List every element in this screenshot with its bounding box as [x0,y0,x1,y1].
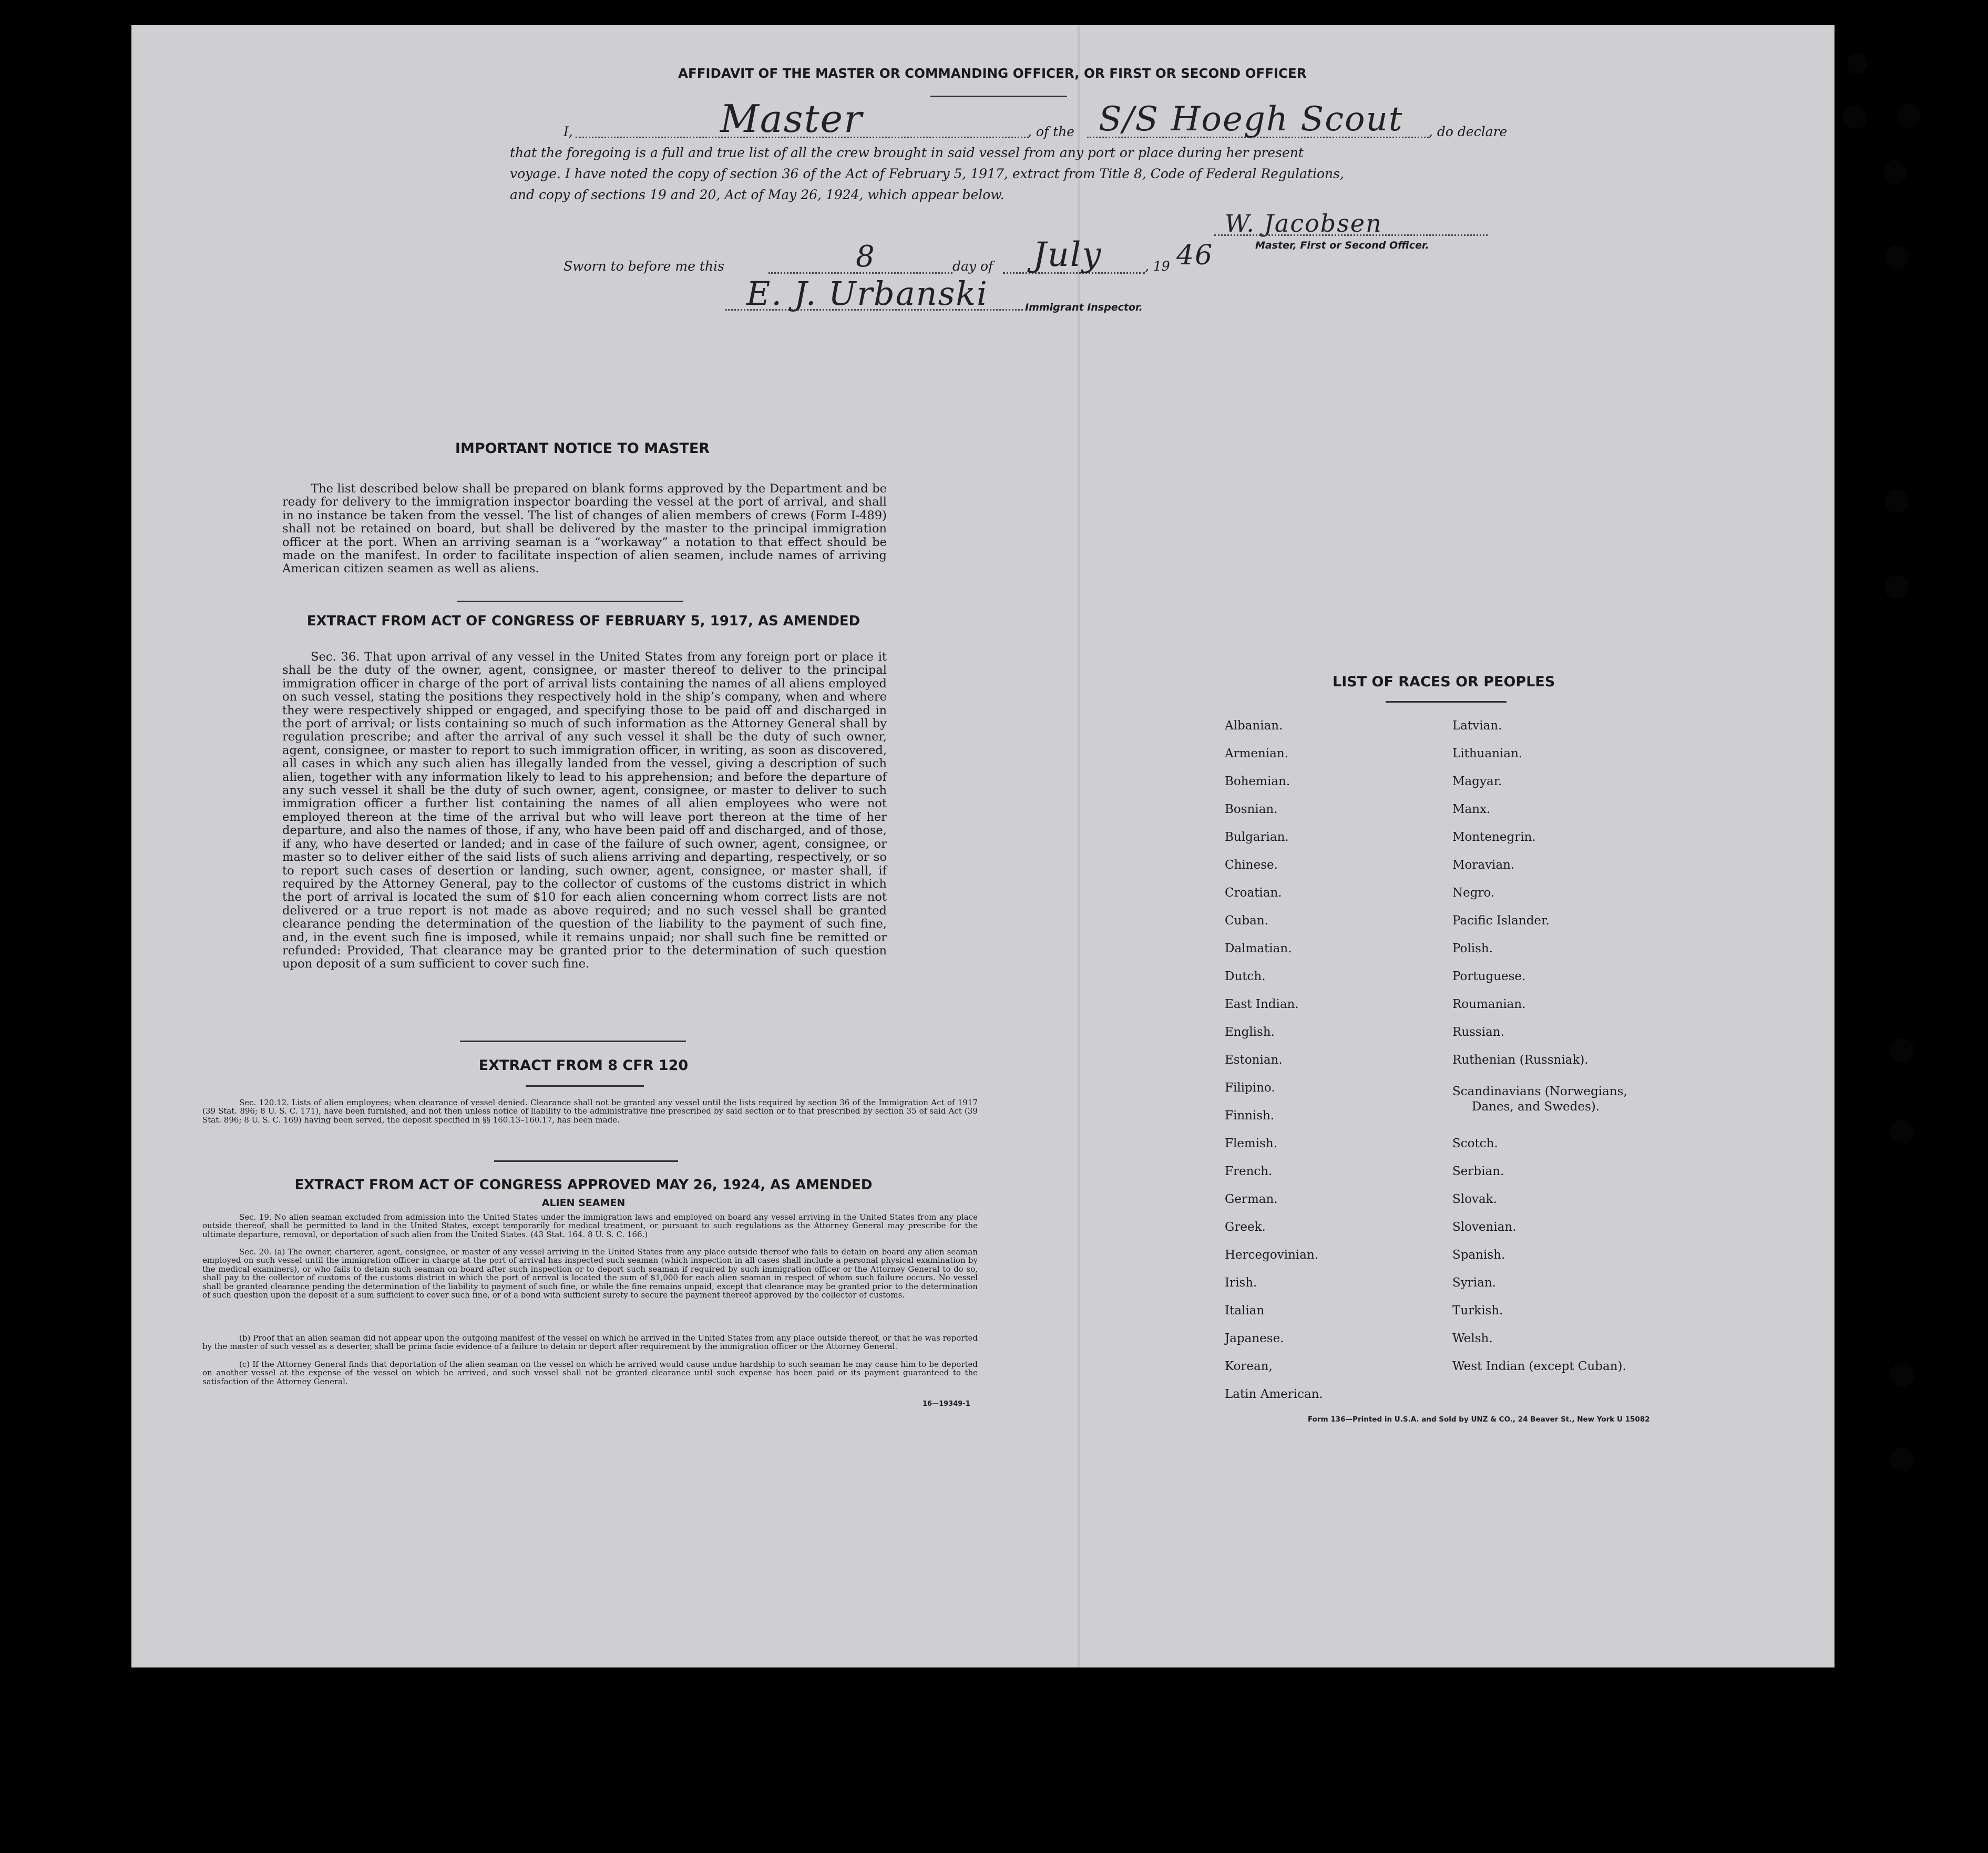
binder-hole [1883,160,1908,184]
race-item: Italian [1225,1304,1265,1317]
notice-title: IMPORTANT NOTICE TO MASTER [455,440,710,457]
race-item: Cuban. [1225,914,1268,928]
race-item: Slovenian. [1452,1220,1516,1234]
of-the-label: , of the [1028,124,1075,139]
binder-hole [1884,489,1909,513]
race-item: Finnish. [1225,1109,1275,1123]
race-item: German. [1225,1192,1278,1206]
race-item: Polish. [1452,942,1493,955]
printer-footer: Form 136—Printed in U.S.A. and Sold by UNZ & CO., 24 Beaver St., New York U 15082 [1308,1415,1650,1424]
binder-hole [1847,53,1868,74]
divider [930,96,1067,97]
binder-hole [1884,245,1909,270]
race-item: Manx. [1452,802,1491,816]
race-item: Irish. [1225,1276,1257,1290]
affidavit-line2: that the foregoing is a full and true list of all the crew brought in said vessel from any port or place during her present [510,145,1304,160]
race-item: Ruthenian (Russniak). [1452,1053,1589,1067]
race-item: Scotch. [1452,1137,1498,1150]
race-item: Bosnian. [1225,802,1278,816]
race-item: Serbian. [1452,1165,1504,1178]
race-item: Bulgarian. [1225,830,1289,844]
race-item: Danes, and Swedes). [1472,1100,1600,1114]
divider [457,601,683,602]
race-item: Dutch. [1225,970,1266,983]
sworn-label: Sworn to before me this [563,259,724,274]
binder-hole [1890,1119,1914,1144]
divider [1386,701,1507,703]
race-item: West Indian (except Cuban). [1452,1360,1626,1373]
divider [494,1160,678,1162]
master-caption: Master, First or Second Officer. [1255,240,1429,251]
race-item: Spanish. [1452,1248,1505,1262]
handwritten-year: 46 [1176,240,1214,271]
race-item: Russian. [1452,1025,1504,1039]
inspector-line [725,309,1023,311]
race-item: Welsh. [1452,1332,1493,1345]
form-code: 16—19349-1 [923,1400,970,1408]
master-signature: W. Jacobsen [1225,209,1382,238]
race-item: Latvian. [1452,719,1502,733]
binder-hole [1890,1038,1914,1063]
inspector-signature: E. J. Urbanski [746,274,988,313]
affidavit-i-label: I, [563,124,573,139]
race-item: Magyar. [1452,775,1502,788]
race-item: Montenegrin. [1452,830,1536,844]
affidavit-line4: and copy of sections 19 and 20, Act of May 26, 1924, which appear below. [510,187,1005,202]
sec20b-text: (b) Proof that an alien seaman did not appear upon the outgoing manifest of the vessel on which he arrived in the United States from any place outside thereof, or that he was reported by the master of such vessel as a deserter, shall be prima facie evidence of a failure to detain or deport after requirement by the immigration officer or the Attorney General. [202,1333,978,1352]
race-item: Albanian. [1225,719,1283,733]
race-item: Filipino. [1225,1081,1275,1095]
sec20a-text: Sec. 20. (a) The owner, charterer, agent, consignee, or master of any vessel arriving in the United States from any place outside thereof who fails to detain on board any alien seaman employed on such vessel until the immigration officer in charge at the port of arrival has inspected such seaman (which inspection in all cases shall include a personal physical examination by the medical examiners), or who fails to detain such seaman on board after such inspection or to deport such seaman if required by such immigration officer or the Attorney General to do so, shall pay to the collector of customs of the customs district in which the port of arrival is located the sum of $1,000 for each alien seaman in respect of whom such failure occurs. No vessel shall be granted clearance pending the determination of the liability to payment of such fine, or while the fine remains unpaid, except that clearance may be granted prior to the determination of such question upon the deposit of a sum sufficient to cover such fine, or of a bond with sufficient surety to secure the payment thereof approved by the collector of customs. [202,1247,978,1300]
race-item: Armenian. [1225,747,1289,760]
race-item: Estonian. [1225,1053,1283,1067]
race-item: French. [1225,1165,1273,1178]
affidavit-line3: voyage. I have noted the copy of section 36 of the Act of February 5, 1917, extract from Title 8, Code of Federal Regulations, [510,166,1344,181]
year-label: , 19 [1145,259,1170,274]
binder-hole [1890,1363,1914,1387]
handwritten-day: 8 [856,240,876,274]
race-item: Croatian. [1225,886,1282,900]
notice-text: The list described below shall be prepared on blank forms approved by the Department and be ready for delivery to the immigration inspector boarding the vessel at the port of arrival, and shall in no instance be taken from the vessel. The list of changes of alien members of crews (Form I-489) shall not be retained on board, but shall be delivered by the master to the principal immigration officer at the port. When an arriving seaman is a “workaway” a notation to that effect should be made on the manifest. In order to facilitate inspection of alien seamen, include names of arriving American citizen seamen as well as aliens. [282,482,887,576]
race-item: Korean, [1225,1360,1273,1373]
declare-label: , do declare [1429,124,1508,139]
race-item: Portuguese. [1452,970,1526,983]
cfr-text: Sec. 120.12. Lists of alien employees; when clearance of vessel denied. Clearance shall not be granted any vessel until the lists required by section 36 of the Immigration Act of 1917 (39 Stat. 896; 8 U. S. C. 171), have been furnished, and not then unless notice of liability to the administrative fine prescribed by said section or to that prescribed by section 35 of said Act (39 Stat. 896; 8 U. S. C. 169) having been served, the deposit specified in §§ 160.13–160.17, has been made. [202,1098,978,1125]
handwritten-vessel: S/S Hoegh Scout [1099,100,1403,139]
race-item: Syrian. [1452,1276,1496,1290]
inspector-caption: Immigrant Inspector. [1025,302,1143,313]
divider [526,1085,644,1087]
affidavit-title: AFFIDAVIT OF THE MASTER OR COMMANDING OFFICER, OR FIRST OR SECOND OFFICER [678,66,1307,81]
binder-hole [1843,105,1867,129]
binder-hole [1890,1447,1914,1471]
race-item: Latin American. [1225,1387,1323,1401]
race-item: Japanese. [1225,1332,1284,1345]
extract-1924-title: EXTRACT FROM ACT OF CONGRESS APPROVED MAY 26, 1924, AS AMENDED [294,1177,873,1193]
sec20c-text: (c) If the Attorney General finds that deportation of the alien seaman on the vessel on which he arrived would cause undue hardship to such seaman he may cause him to be deported on another vessel at the expense of the vessel on which he arrived, and such vessel shall not be granted clearance until such expense has been paid or its payment guaranteed to the satisfaction of the Attorney General. [202,1360,978,1386]
race-item: Greek. [1225,1220,1266,1234]
races-title: LIST OF RACES OR PEOPLES [1333,674,1555,690]
signature-line [1214,234,1488,236]
race-item: Slovak. [1452,1192,1497,1206]
extract-1917-title: EXTRACT FROM ACT OF CONGRESS OF FEBRUARY 5, 1917, AS AMENDED [306,613,860,629]
race-item: Hercegovinian. [1225,1248,1319,1262]
extract-1917-text: Sec. 36. That upon arrival of any vessel in the United States from any foreign port or place it shall be the duty of the owner, agent, consignee, or master thereof to deliver to the principal immigration officer in charge of the port of arrival lists containing the names of all aliens employed on such vessel, stating the positions they respectively hold in the ship’s company, when and where they were respectively shipped or engaged, and specifying those to be paid off and discharged in the port of arrival; or lists containing so much of such information as the Attorney General shall by regulation prescribe; and after the arrival of any such vessel it shall be the duty of such owner, agent, consignee, or master to report to such immigration officer, in writing, as soon as discovered, all cases in which any such alien has illegally landed from the vessel, giving a description of such alien, together with any information likely to lead to his apprehension; and before the departure of any such vessel it shall be the duty of such owner, agent, consignee, or master to deliver to such immigration officer a further list containing the names of all alien employees who were not employed thereon at the time of the arrival but who will leave port thereon at the time of her departure, and also the names of those, if any, who have been paid off and discharged, and of those, if any, who have deserted or landed; and in case of the failure of such owner, agent, consignee, or master so to deliver either of the said lists of such aliens arriving and departing, respectively, or so to report such cases of desertion or landing, such owner, agent, consignee, or master shall, if required by the Attorney General, pay to the collector of customs of the customs district in which the port of arrival is located the sum of $10 for each alien concerning whom correct lists are not delivered or a true report is not made as above required; and no such vessel shall be granted clearance pending the determination of the question of the liability to the payment of such fine, and, in the event such fine is imposed, while it remains unpaid; nor shall such fine be remitted or refunded: Provided, That clearance may be granted prior to the determination of such question upon deposit of a sum sufficient to cover such fine. [282,650,887,971]
race-item: Roumanian. [1452,997,1526,1011]
handwritten-name: Master [720,97,863,141]
cfr-title: EXTRACT FROM 8 CFR 120 [478,1057,689,1074]
day-of-label: day of [952,259,993,274]
race-item: Pacific Islander. [1452,914,1550,928]
divider [460,1041,686,1042]
sec19-text: Sec. 19. No alien seaman excluded from admission into the United States under the immigration laws and employed on board any vessel arriving in the United States from any place outside thereof, shall be permitted to land in the United States, except temporarily for medical treatment, or pursuant to such regulations as the Attorney General may prescribe for the ultimate departure, removal, or deportation of such alien from the United States. (43 Stat. 164. 8 U. S. C. 166.) [202,1212,978,1239]
race-item: Moravian. [1452,858,1515,872]
race-item: Lithuanian. [1452,747,1523,760]
race-item: Bohemian. [1225,775,1290,788]
race-item: East Indian. [1225,997,1299,1011]
race-item: Chinese. [1225,858,1278,872]
handwritten-month: July [1033,235,1102,274]
race-item: Flemish. [1225,1137,1278,1150]
race-item: Dalmatian. [1225,942,1292,955]
binder-hole [1884,575,1909,599]
race-item: Scandinavians (Norwegians, [1452,1085,1627,1098]
race-item: Turkish. [1452,1304,1503,1317]
race-item: Negro. [1452,886,1495,900]
alien-seamen-subtitle: ALIEN SEAMEN [541,1197,626,1209]
binder-hole [1897,104,1921,128]
race-item: English. [1225,1025,1275,1039]
